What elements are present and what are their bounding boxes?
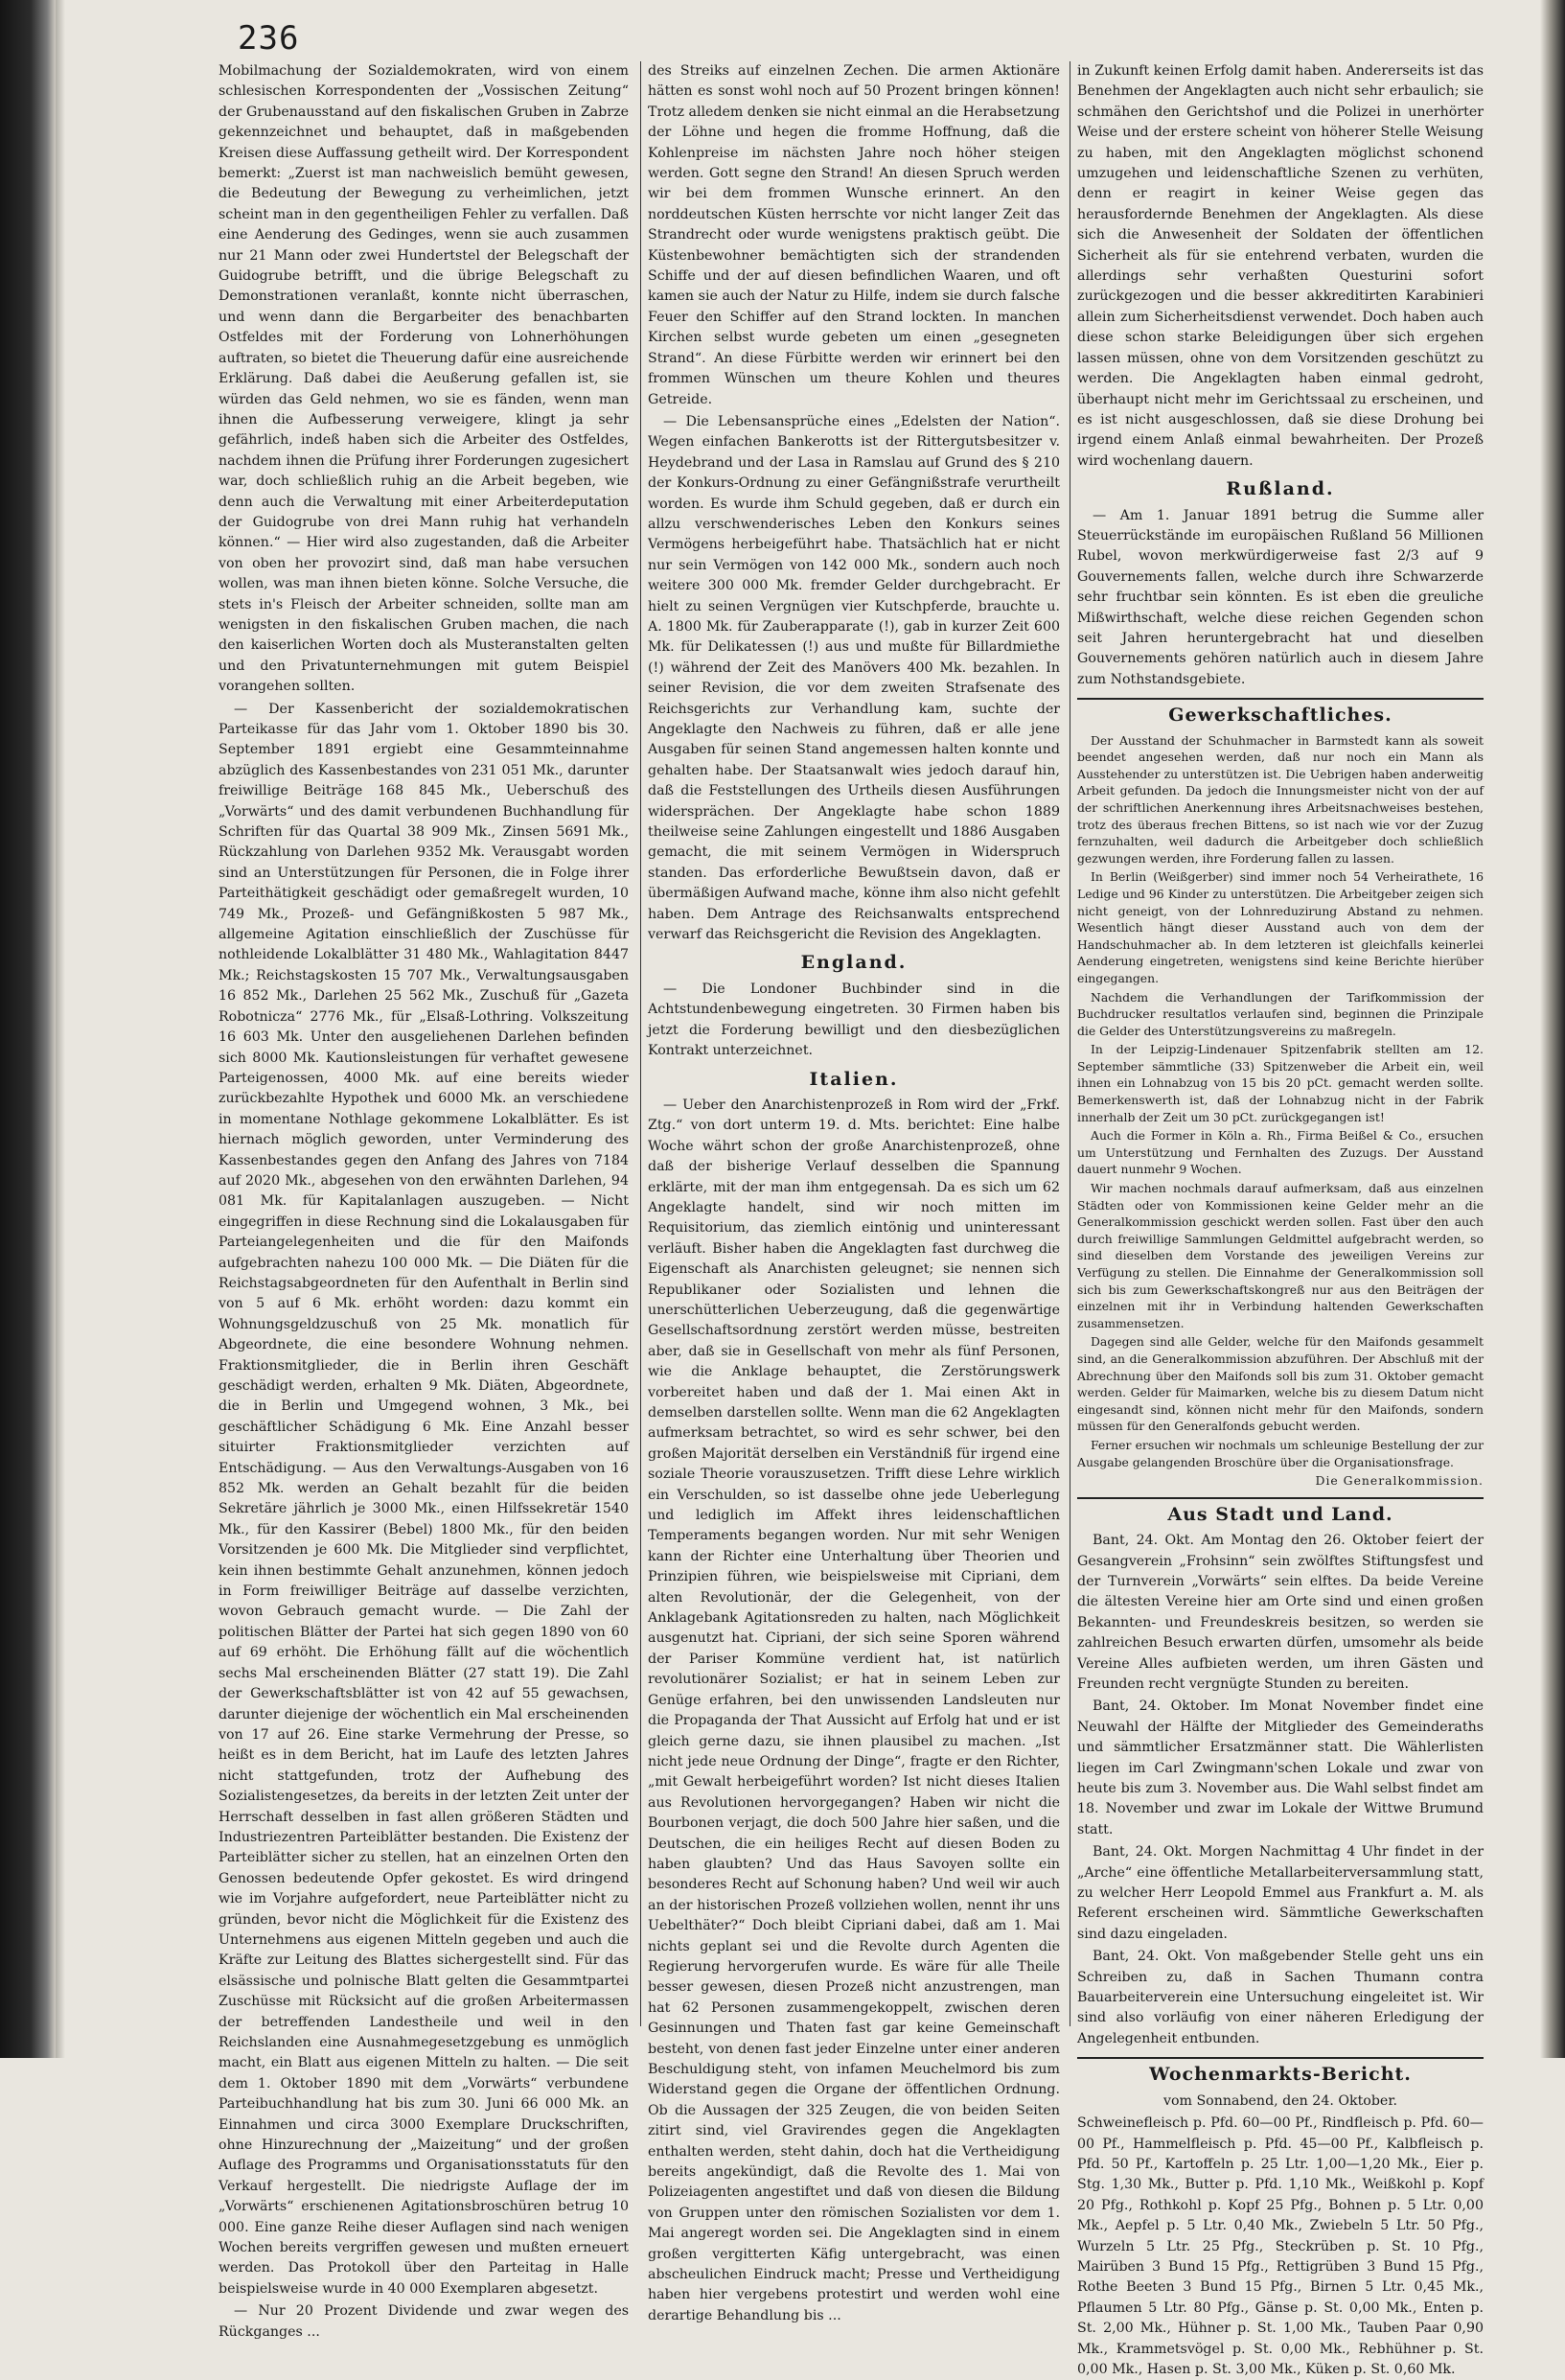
section-heading-england: England.	[800, 952, 908, 974]
notice-paragraph: Auch die Former in Köln a. Rh., Firma Beißel & Co., ersuchen um Unterstützung und Fernhalten des Zuzugs. Der Ausstand dauert nunmehr 9 Wochen.	[1077, 1128, 1484, 1177]
book-spine	[0, 0, 56, 2058]
union-notices	[1077, 732, 1484, 1490]
notice-paragraph: In Berlin (Weißgerber) sind immer noch 54 Verheirathete, 16 Ledige und 96 Kinder zu unterstützen. Die Arbeitgeber zeigen sich nicht geneigt, von der Lohnreduzirung Abstand zu nehmen. Wesentlich hängt dieser Ausstand auch von dem der Handschuhmacher ab. In dem letzteren ist gleichfalls keinerlei Aenderung eingetreten, wenigstens sind keine Berichte hierüber eingegangen.	[1077, 869, 1484, 985]
article-paragraph: — Nur 20 Prozent Dividende und zwar wegen des Rückganges ...	[219, 2303, 629, 2340]
section-rule	[1077, 1497, 1484, 1499]
article-paragraph: — Am 1. Januar 1891 betrug die Summe aller Steuerrückstände im europäischen Rußland 56 Millionen Rubel, wovon merkwürdigerweise fast 2/3 auf 9 Gouvernements fallen, welche durch ihre Schwarzerde sehr fruchtbar sein könnten. Es ist eben die greuliche Mißwirthschaft, welche diese reichen Gegenden schon seit Jahren heruntergebracht hat und dieselben Gouvernements gehören natürlich auch in diesem Jahre zum Nothstandsgebiete.	[1077, 507, 1484, 687]
notice-paragraph: Der Ausstand der Schuhmacher in Barmstedt kann als soweit beendet angesehen werden, daß nur noch ein Mann als Ausstehender zu unterstützen ist. Die Uebrigen haben anderweitig Arbeit gefunden. Da jedoch die Innungsmeister nicht von der auf der schriftlichen Anerkennung ihres Arbeitsnachweises bestehen, trotz des überaus frechen Bittens, so ist nach wie vor der Zuzug fernzuhalten, weil dadurch die Arbeitgeber doch schließlich gezwungen werden, ihre Forderung fallen zu lassen.	[1077, 732, 1484, 866]
article-paragraph: des Streiks auf einzelnen Zechen. Die armen Aktionäre hätten es sonst wohl noch auf 50 Prozent bringen können! Trotz alledem denken sie nicht einmal an die Herabsetzung der Löhne und hegen die fromme Hoffnung, daß die Kohlenpreise im nächsten Jahre noch höher steigen werden. Gott segne den Strand! An diesen Spruch werden wir bei dem frommen Wunsche erinnert. An den norddeutschen Küsten herrschte vor nicht langer Zeit das Strandrecht oder wurde wenigstens praktisch geübt. Die Küstenbewohner bemächtigten sich der strandenden Schiffe und der auf diesen befindlichen Waaren, und oft kamen sie auch der Natur zu Hilfe, indem sie durch falsche Feuer den Schiffer auf den Strand lockten. In manchen Kirchen selbst wurde gebeten um einen „gesegneten Strand“. An diese Fürbitte werden wir erinnert bei den frommen Wünschen um theure Kohlen und theures Getreide.	[648, 63, 1060, 407]
section-heading-wochenmarkt: Wochenmarkts-Bericht.	[1149, 2064, 1412, 2086]
spine-shadow	[56, 0, 65, 2058]
notice-signature: Die Generalkommission.	[1315, 1473, 1484, 1489]
page-number: 236	[238, 19, 300, 58]
section-heading-italien: Italien.	[809, 1068, 899, 1090]
article-paragraph: Bant, 24. Okt. Am Montag den 26. Oktober feiert der Gesangverein „Frohsinn“ sein zwölftes Stiftungsfest und der Turnverein „Vorwärts“ sein elftes. Da beide Vereine die ältesten Vereine hier am Orte sind und einen großen Bekannten- und Freundeskreis besitzen, so werden sie zahlreichen Besuch erwarten dürfen, umsomehr als beide Vereine Alles aufbieten werden, um ihren Gästen und Freunden recht vergnügte Stunden zu bereiten.	[1077, 1533, 1484, 1692]
article-paragraph: — Die Lebensansprüche eines „Edelsten der Nation“. Wegen einfachen Bankerotts ist der Rittergutsbesitzer v. Heydebrand und der Lasa in Ramslau auf Grund des § 210 der Konkurs-Ordnung zu einer Gefängnißstrafe verurtheilt worden. Es wurde ihm Schuld gegeben, daß er durch ein allzu verschwenderisches Leben den Konkurs seines Vermögens herbeigeführt habe. Thatsächlich hat er nicht nur sein Vermögen von 142 000 Mk., sondern auch noch weitere 300 000 Mk. fremder Gelder durchgebracht. Er hielt zu seinen Vergnügen vier Kutschpferde, brauchte u. A. 1800 Mk. für Zauberapparate (!), gab in kurzer Zeit 600 Mk. für Delikatessen (!) aus und mußte für Billardmiethe (!) während der Zeit des Manövers 400 Mk. bezahlen. In seiner Revision, die vor dem zweiten Strafsenate des Reichsgerichts zur Verhandlung kam, suchte der Angeklagte den Nachweis zu führen, daß er alle jene Ausgaben für seinen Stand angemessen halten konnte und gehalten habe. Der Staatsanwalt wies jedoch darauf hin, daß die Feststellungen des Urtheils diesen Ausführungen widersprächen. Der Angeklagte habe schon 1889 theilweise seine Zahlungen eingestellt und 1886 Ausgaben gemacht, die mit seinem Vermögen in Widerspruch standen. Das erforderliche Bewußtsein davon, daß er übermäßigen Aufwand mache, könne ihm also nicht gefehlt haben. Dem Antrage des Reichsanwalts entsprechend verwarf das Reichsgericht die Revision des Angeklagten.	[648, 413, 1060, 943]
article-paragraph: Bant, 24. Okt. Von maßgebender Stelle geht uns ein Schreiben zu, daß in Sachen Thumann contra Bauarbeiterverein eine Untersuchung eingeleitet ist. Wir sind also vorläufig von einer näheren Erledigung der Angelegenheit entbunden.	[1077, 1949, 1484, 2046]
column-2	[648, 61, 1060, 2323]
article-paragraph: Mobilmachung der Sozialdemokraten, wird von einem schlesischen Korrespondenten der „Vossischen Zeitung“ der Grubenausstand auf den fiskalischen Gruben in Zabrze gekennzeichnet und behauptet, daß in maßgebenden Kreisen diese Auffassung getheilt wird. Der Korrespondent bemerkt: „Zuerst ist man nachweislich bemüht gewesen, die Bedeutung der Bewegung zu verheimlichen, jetzt scheint man in den gegentheiligen Fehler zu verfallen. Daß eine Aenderung des Gedinges, wenn sie auch zusammen nur 21 Mann oder zwei Hundertstel der Belegschaft der Guidogrube betrifft, und die übrige Belegschaft zu Demonstrationen veranlaßt, konnte nicht überraschen, und wenn dann die Bergarbeiter des benachbarten Ostfeldes mit der Forderung von Lohnerhöhungen auftraten, so bietet die Theuerung dafür eine ausreichende Erklärung. Daß dabei die Aeußerung gefallen ist, sie würden das Geld nehmen, wo sie es fänden, wenn man ihnen die Aufbesserung verweigere, klingt ja sehr gefährlich, indeß haben sich die Arbeiter des Ostfeldes, nachdem ihnen die Prüfung ihrer Forderungen zugesichert war, doch schließlich ruhig an die Arbeit begeben, wie denn auch die Verwaltung mit einer Arbeiterdeputation der Guidogrube von drei Mann ruhig hat verhandeln können.“ — Hier wird also zugestanden, daß die Arbeiter von oben her provozirt sind, daß man habe versuchen wollen, was man ihnen bieten könne. Solche Versuche, die stets in's Fleisch der Arbeiter schneiden, sollte man am wenigsten in den fiskalischen Gruben machen, die nach den kaiserlichen Worten doch als Musteranstalten gelten und den Privatunternehmungen mit gutem Beispiel vorangehen sollten.	[219, 63, 629, 695]
column-3	[1077, 61, 1484, 2377]
article-paragraph: Bant, 24. Oktober. Im Monat November findet eine Neuwahl der Hälfte der Mitglieder des Gemeinderaths und sämmtlicher Ersatzmänner statt. Die Wählerlisten liegen im Carl Zwingmann'schen Lokale und zwar von heute bis zum 3. November aus. Die Wahl selbst findet am 18. November und zwar im Lokale der Wittwe Brumund statt.	[1077, 1698, 1484, 1837]
market-prices: Schweinefleisch p. Pfd. 60—00 Pf., Rindfleisch p. Pfd. 60—00 Pf., Hammelfleisch p. Pfd. 45—00 Pf., Kalbfleisch p. Pfd. 50 Pf., Kartoffeln p. 25 Ltr. 1,00—1,20 Mk., Eier p. Stg. 1,30 Mk., Butter p. Pfd. 1,10 Mk., Weißkohl p. Kopf 20 Pfg., Rothkohl p. Kopf 25 Pfg., Bohnen p. 5 Ltr. 0,00 Mk., Aepfel p. 5 Ltr. 0,40 Mk., Zwiebeln 5 Ltr. 50 Pfg., Wurzeln 5 Ltr. 25 Pfg., Steckrüben p. St. 10 Pfg., Mairüben 3 Bund 15 Pfg., Rettigrüben 3 Bund 15 Pfg., Rothe Beeten 3 Bund 15 Pfg., Birnen 5 Ltr. 0,45 Mk., Pflaumen 5 Ltr. 80 Pfg., Gänse p. St. 0,00 Mk., Enten p. St. 2,00 Mk., Hühner p. St. 1,00 Mk., Tauben Paar 0,90 Mk., Krammetsvögel p. St. 0,00 Mk., Rebhühner p. St. 0,00 Mk., Hasen p. St. 3,00 Mk., Küken p. St. 0,60 Mk.	[1077, 2115, 1484, 2377]
notice-paragraph: Wir machen nochmals darauf aufmerksam, daß aus einzelnen Städten oder von Kommissionen keine Gelder mehr an die Generalkommission geschickt werden sollen. Fast über den auch durch freiwillige Sammlungen Geldmittel aufgebracht werden, so sind dieselben dem Vorstande des jeweiligen Vereins zur Verfügung zu stellen. Die Einnahme der Generalkommission soll sich bis zum Gewerkschaftskongreß nur aus den Beiträgen der einzelnen mit ihr in Verbindung haltenden Gewerkschaften zusammensetzen.	[1077, 1181, 1484, 1330]
notice-paragraph: Ferner ersuchen wir nochmals um schleunige Bestellung der zur Ausgabe gelangenden Broschüre über die Organisationsfrage.	[1077, 1437, 1484, 1469]
notice-paragraph: Dagegen sind alle Gelder, welche für den Maifonds gesammelt sind, an die Generalkommission abzuführen. Der Abschluß mit der Abrechnung über den Maifonds soll bis zum 31. Oktober gemacht werden. Gelder für Maimarken, welche bis zu diesem Datum nicht eingesandt sind, können nicht mehr für den Maifonds, sondern müssen für den Generalfonds gebucht werden.	[1077, 1334, 1484, 1434]
market-report-date: vom Sonnabend, den 24. Oktober.	[1162, 2092, 1398, 2109]
notice-paragraph: In der Leipzig-Lindenauer Spitzenfabrik stellten am 12. September sämmtliche (33) Spitzenweber die Arbeit ein, weil ihnen ein Lohnabzug von 15 bis 20 pCt. gemacht werden sollte. Bemerkenswerth ist, daß der Lohnabzug nicht in der Fabrik innerhalb der Zeit um 30 pCt. zurückgegangen ist!	[1077, 1042, 1484, 1124]
page-edge	[1540, 0, 1565, 2058]
section-rule	[1077, 2057, 1484, 2059]
section-heading-russland: Rußland.	[1226, 478, 1335, 500]
article-paragraph: in Zukunft keinen Erfolg damit haben. Andererseits ist das Benehmen der Angeklagten auch nicht sehr erbaulich; sie schmähen den Gerichtshof und die Polizei in unerhörter Weise und der erstere scheint von höherer Stelle Weisung zu haben, mit den Angeklagten möglichst schonend umzugehen und leidenschaftliche Szenen zu verhüten, denn er reagirt in keiner Weise gegen das herausfordernde Benehmen der Angeklagten. Als diese sich die Anwesenheit der Soldaten der öffentlichen Sicherheit als für sie entehrend verbaten, wurden die allerdings sehr verhaßten Questurini sofort zurückgezogen und die besser akkreditirten Karabinieri allein zum Sicherheitsdienst verwendet. Doch haben auch diese schon starke Beleidigungen über sich ergehen lassen müssen, ohne von dem Vorsitzenden geschützt zu werden. Die Angeklagten haben einmal gedroht, überhaupt nicht mehr im Gerichtssaal zu erscheinen, und es ist nicht ausgeschlossen, daß sie diese Drohung bei irgend einem Anlaß einmal bewahrheiten. Der Prozeß wird wochenlang dauern.	[1077, 63, 1484, 469]
section-heading-gewerkschaftliches: Gewerkschaftliches.	[1168, 705, 1392, 727]
article-paragraph: — Der Kassenbericht der sozialdemokratischen Parteikasse für das Jahr vom 1. Oktober 1890 bis 30. September 1891 ergiebt eine Gesammteinnahme abzüglich des Kassenbestandes von 231 051 Mk., darunter freiwillige Beiträge 168 845 Mk., Ueberschuß des „Vorwärts“ und des damit verbundenen Buchhandlung für Schriften für das Quartal 38 909 Mk., Zinsen 5691 Mk., Rückzahlung von Darlehen 9352 Mk. Verausgabt worden sind an Unterstützungen für Personen, die in Folge ihrer Parteithätigkeit geschädigt oder gemaßregelt wurden, 10 749 Mk., Prozeß- und Gefängnißkosten 5 987 Mk., allgemeine Agitation einschließlich der Zuschüsse für nothleidende Lokalblätter 31 480 Mk., Wahlagitation 8447 Mk.; Reichstagskosten 15 707 Mk., Verwaltungsausgaben 16 852 Mk., Darlehen 25 562 Mk., Zuschuß für „Gazeta Robotnicza“ 2776 Mk., für „Elsaß-Lothring. Volkszeitung 16 603 Mk. Unter den ausgeliehenen Darlehen befinden sich 8000 Mk. Kautionsleistungen für verhaftet gewesene Parteigenossen, 4000 Mk. auf eine bereits wieder zurückbezahlte Hypothek und 6000 Mk. an verschiedene in momentane Nothlage gekommene Lokalblätter. Es ist hiernach möglich geworden, unter Verminderung des Kassenbestandes gegen den Anfang des Jahres von 7184 auf 2020 Mk., abgesehen von den erwähnten Darlehen, 94 081 Mk. für Kapitalanlagen auszugeben. — Nicht eingegriffen in diese Rechnung sind die Lokalausgaben für Parteiangelegenheiten und die für den Maifonds aufgebrachten nahezu 100 000 Mk. — Die Diäten für die Reichstagsabgeordneten für den Aufenthalt in Berlin sind von 5 auf 6 Mk. erhöht worden: dazu kommt ein Wohnungsgeldzuschuß von 25 Mk. monatlich für Abgeordnete, die eine besondere Wohnung nehmen. Fraktionsmitglieder, die in Berlin ihren Geschäft geschädigt werden, erhalten 9 Mk. Diäten, Abgeordnete, die in Berlin und Umgegend wohnen, 3 Mk., bei geschäftlicher Schädigung 6 Mk. Eine Anzahl besser situirter Fraktionsmitglieder verzichten auf Entschädigung. — Aus den Verwaltungs-Ausgaben von 16 852 Mk. werden an Gehalt bezahlt für die beiden Sekretäre jährlich je 3000 Mk., einen Hilfssekretär 1540 Mk., für den Kassirer (Bebel) 1800 Mk., für den beiden Vorsitzenden je 600 Mk. Die Mitglieder sind verpflichtet, kein ihnen bestimmte Gehalt anzunehmen, können jedoch in Form freiwilliger Beiträge auf dasselbe verzichten, wovon Gebrauch gemacht wurde. — Die Zahl der politischen Blätter der Partei hat sich gegen 1890 von 60 auf 69 erhöht. Die Erhöhung fällt auf die wöchentlich sechs Mal erscheinenden Blätter (27 statt 19). Die Zahl der Gewerkschaftsblätter ist von 42 auf 55 gewachsen, darunter diejenige der wöchentlich ein Mal erscheinenden von 17 auf 26. Eine starke Vermehrung der Presse, so heißt es in dem Bericht, hat im Laufe des letzten Jahres nicht stattgefunden, trotz der Aufhebung des Sozialistengesetzes, da bereits in der letzten Zeit unter der Herrschaft desselben in fast allen größeren Städten und Industriezentren Parteiblätter bestanden. Die Existenz der Parteiblätter sicher zu stellen, hat an einzelnen Orten den Genossen bedeutende Opfer gekostet. Es wird dringend wie im Vorjahre aufgefordert, neue Parteiblätter nicht zu gründen, bevor nicht die Möglichkeit für die Existenz des Unternehmens aus eigenen Mitteln gegeben und auch die Kräfte zur Leitung des Blattes sichergestellt sind. Für das elsässische und polnische Blatt gelten die Gesammtpartei Zuschüsse mit Rücksicht auf die großen Arbeitermassen der betreffenden Landestheile und weil in den Reichslanden eine Ausnahmegesetzgebung es unmöglich macht, ein Blatt aus eigenen Mitteln zu halten. — Die seit dem 1. Oktober 1890 mit dem „Vorwärts“ verbundene Parteibuchhandlung hat bis zum 30. Juni 66 000 Mk. an Einnahmen und circa 3000 Exemplare Druckschriften, ohne Hinzurechnung der „Maizeitung“ und der großen Auflage des Programms und Organisationsstatuts für den Verkauf hergestellt. Die niedrigste Auflage der im „Vorwärts“ erschienenen Agitationsbroschüren betrug 10 000. Eine ganze Reihe dieser Auflagen sind nach wenigen Wochen bereits vergriffen gewesen und mußten erneuert werden. Das Protokoll über den Parteitag in Halle beispielsweise wurde in 40 000 Exemplaren abgesetzt.	[219, 701, 629, 2297]
section-heading-stadt-und-land: Aus Stadt und Land.	[1167, 1503, 1393, 1525]
section-rule	[1077, 698, 1484, 700]
article-paragraph: — Ueber den Anarchistenprozeß in Rom wird der „Frkf. Ztg.“ von dort unterm 19. d. Mts. berichtet: Eine halbe Woche währt schon der große Anarchistenprozeß, ohne daß der bisherige Verlauf desselben die Spannung erklärte, mit der man ihm entgegensah. Da es sich um 62 Angeklagte handelt, sind wir noch mitten im Requisitorium, das ziemlich eintönig und uninteressant verläuft. Bisher haben die Angeklagten fast durchweg die Eigenschaft als Anarchisten geleugnet; sie nennen sich Republikaner oder Sozialisten und lehnen die unerschütterlichen Ueberzeugung, daß die gegenwärtige Gesellschaftsordnung zerstört werden müsse, bestreiten aber, daß sie in Gesellschaft von mehr als fünf Personen, wie die Anklage behauptet, die Zerstörungswerk vorbereitet haben und daß der 1. Mai einen Akt in demselben darstellen sollte. Wenn man die 62 Angeklagten aufmerksam betrachtet, so wird es sehr schwer, bei den großen Majorität derselben ein Verständniß für irgend eine soziale Theorie vorauszusetzen. Trifft diese Lehre wirklich ein Verschulden, so ist dasselbe ohne jede Ueberlegung und lediglich im Affekt ihres leidenschaftlichen Temperaments begangen worden. Nur mit sehr Wenigen kann der Richter eine Unterhaltung über Theorien und Prinzipien führen, wie beispielsweise mit Cipriani, dem alten Revolutionär, der die Gelegenheit, von der Anklagebank Agitationsreden zu halten, nach Möglichkeit ausgenutzt hat. Cipriani, der sich seine Sporen während der Pariser Kommüne verdient hat, ist natürlich revolutionärer Sozialist; er hat in seinem Leben zur Genüge erfahren, bei den unwissenden Landsleuten nur die Propaganda der That Aussicht auf Erfolg hat und er ist gleich gerne dazu, sie ihnen plausibel zu machen. „Ist nicht jede neue Ordnung der Dinge“, fragte er den Richter, „mit Gewalt herbeigeführt worden? Ist nicht dieses Italien aus Revolutionen hervorgegangen? Haben wir nicht die Bourbonen verjagt, die doch 500 Jahre hier saßen, und die Deutschen, die ein heiliges Recht auf diesen Boden zu haben glaubten? Und das Haus Savoyen sollte ein besonderes Recht auf Schonung haben? Und weil wir auch an der historischen Prozeß vollziehen wollen, nennt ihr uns Uebelthäter?“ Doch bleibt Cipriani dabei, daß am 1. Mai nichts geplant sei und die Revolte durch Agenten die Regierung hervorgerufen wurde. Es wäre für alle Theile besser gewesen, diesen Prozeß nicht anzustrengen, man hat 62 Personen zusammengekoppelt, zwischen deren Gesinnungen und Thaten fast gar keine Gemeinschaft besteht, von denen fast jeder Einzelne unter einer anderen Beschuldigung steht, von infamen Meuchelmord bis zum Widerstand gegen die Organe der öffentlichen Ordnung. Ob die Aussagen der 325 Zeugen, die von beiden Seiten zitirt sind, viel Gravirendes gegen die Angeklagten enthalten werden, steht dahin, doch hat die Vertheidigung bereits angekündigt, daß die Revolte des 1. Mai von Polizeiagenten angestiftet und daß von diesen die Bildung von Gruppen unter den römischen Sozialisten vor dem 1. Mai angeregt worden sei. Die Angeklagten sind in einem großen vergitterten Käfig untergebracht, was einen abscheulichen Eindruck macht; Presse und Vertheidigung haben hier vergebens protestirt und werden wohl eine derartige Behandlung bis ...	[648, 1097, 1060, 2323]
newspaper-columns	[219, 61, 1484, 2377]
column-1	[219, 61, 629, 2340]
article-paragraph: Bant, 24. Okt. Morgen Nachmittag 4 Uhr findet in der „Arche“ eine öffentliche Metallarbeiterversammlung statt, zu welcher Herr Leopold Emmel aus Frankfurt a. M. als Referent erscheinen wird. Sämmtliche Gewerkschaften sind dazu eingeladen.	[1077, 1844, 1484, 1942]
notice-paragraph: Nachdem die Verhandlungen der Tarifkommission der Buchdrucker resultatlos verlaufen sind, beginnen die Prinzipale die Gelder des Unterstützungsvereins zu maßregeln.	[1077, 989, 1484, 1038]
article-paragraph: — Die Londoner Buchbinder sind in die Achtstundenbewegung eingetreten. 30 Firmen haben bis jetzt die Forderung bewilligt und den diesbezüglichen Kontrakt unterzeichnet.	[648, 981, 1060, 1059]
